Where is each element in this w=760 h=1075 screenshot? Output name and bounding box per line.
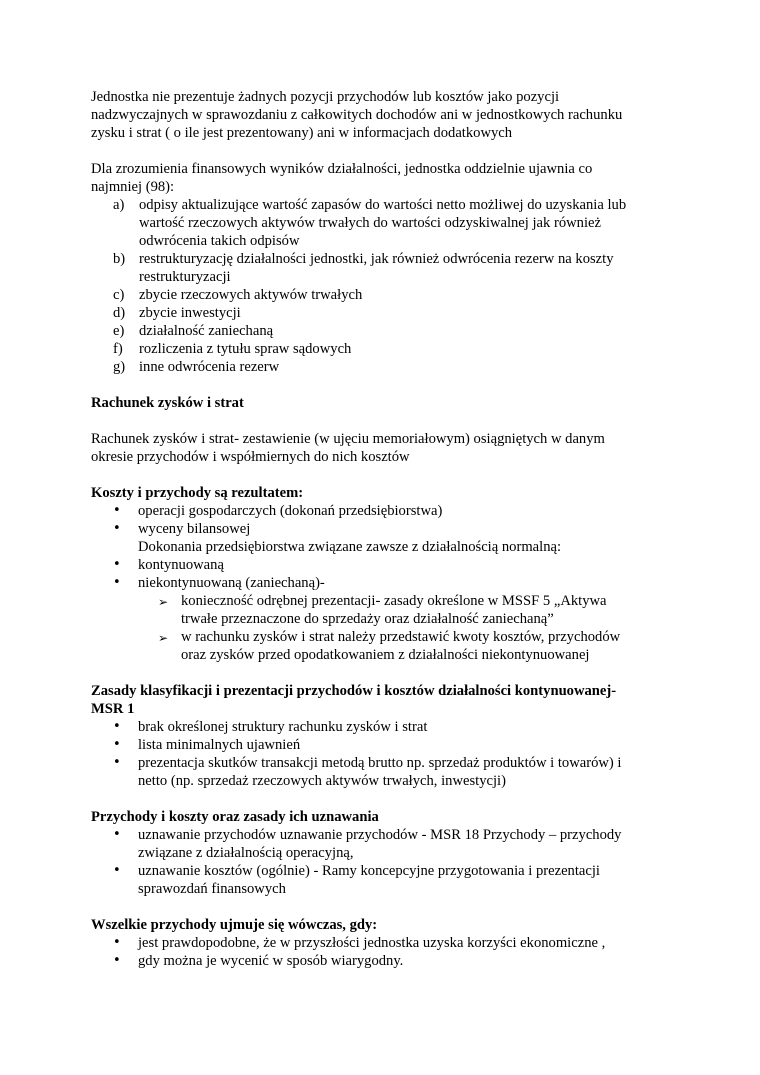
bullet-marker: • [113,503,121,518]
text-line: okresie przychodów i współmiernych do nich kosztów [91,449,410,465]
text-line: uznawanie kosztów (ogólnie) - Ramy koncepcyjne przygotowania i prezentacji [138,863,600,879]
bullet-marker: • [113,719,121,734]
bullet-marker: • [113,935,121,950]
text-line: kontynuowaną [138,557,224,573]
text-line: niekontynuowaną (zaniechaną)- [138,575,325,591]
text-line: prezentacja skutków transakcji metodą brutto np. sprzedaż produktów i towarów) i [138,755,622,771]
bullet-marker: • [113,755,121,770]
text-line: wyceny bilansowej [138,521,251,537]
list-marker: b) [113,251,126,267]
text-line: trwałe przeznaczone do sprzedaży oraz działalność zaniechaną” [181,611,554,627]
text-line: rozliczenia z tytułu spraw sądowych [139,341,352,357]
document-page [91,88,661,970]
text-line: wartość rzeczowych aktywów trwałych do wartości odzyskiwalnej jak również [139,215,601,231]
sub-list-item [91,592,661,628]
koszty-sublist [91,592,661,664]
bullet-marker: • [113,737,121,752]
list-note: Dokonania przedsiębiorstwa związane zawsze z działalnością normalną: [138,539,562,555]
section-heading [91,682,661,718]
text-line: Jednostka nie prezentuje żadnych pozycji przychodów lub kosztów jako pozycji [91,89,560,105]
intro-paragraph [91,88,661,142]
bullet-marker: • [113,827,121,842]
list-item [91,502,661,520]
arrow-bullet-icon: ➢ [158,595,169,609]
list-item [91,520,661,538]
text-line: gdy można je wycenić w sposób wiarygodny. [138,953,404,969]
disclosure-paragraph [91,160,661,196]
text-line: Dla zrozumienia finansowych wyników działalności, jednostka oddzielnie ujawnia co [91,161,593,177]
bullet-marker: • [113,575,121,590]
list-item [91,304,661,322]
list-item [91,286,661,304]
uznawanie-list [91,826,661,898]
text-line: netto (np. sprzedaż rzeczowych aktywów trwałych, inwestycji) [138,773,506,789]
text-line: oraz zysków przed opodatkowaniem z działalności niekontynuowanej [181,647,590,663]
list-item [91,340,661,358]
text-line: zysku i strat ( o ile jest prezentowany) ani w informacjach dodatkowych [91,125,513,141]
text-line: uznawanie przychodów uznawanie przychodów - MSR 18 Przychody – przychody [138,827,622,843]
list-item [91,250,661,286]
list-item [91,862,661,898]
text-line: sprawozdań finansowych [138,881,286,897]
text-line: Rachunek zysków i strat- zestawienie (w ujęciu memoriałowym) osiągniętych w danym [91,431,605,447]
text-line: zbycie rzeczowych aktywów trwałych [139,287,363,303]
text-line: odwrócenia takich odpisów [139,233,300,249]
disclosure-list [91,196,661,376]
list-item [91,826,661,862]
text-line: w rachunku zysków i strat należy przedstawić kwoty kosztów, przychodów [181,629,621,645]
text-line: restrukturyzacji [139,269,231,285]
koszty-list [91,502,661,592]
list-marker: g) [113,359,126,375]
sub-list-item [91,628,661,664]
heading-line: MSR 1 [91,701,135,717]
list-item [91,574,661,592]
arrow-bullet-icon: ➢ [158,631,169,645]
rachunek-paragraph [91,430,661,466]
list-marker: f) [113,341,123,357]
bullet-marker: • [113,557,121,572]
list-marker: c) [113,287,125,303]
text-line: konieczność odrębnej prezentacji- zasady określone w MSSF 5 „Aktywa [181,593,607,609]
list-item [91,196,661,250]
section-heading: Wszelkie przychody ujmuje się wówczas, gdy: [91,917,378,933]
heading-line: Zasady klasyfikacji i prezentacji przychodów i kosztów działalności kontynuowanej- [91,683,617,699]
list-item [91,736,661,754]
list-marker: d) [113,305,126,321]
text-line: restrukturyzację działalności jednostki, jak również odwrócenia rezerw na koszty [139,251,614,267]
text-line: inne odwrócenia rezerw [139,359,280,375]
bullet-marker: • [113,521,121,536]
section-heading: Koszty i przychody są rezultatem: [91,485,304,501]
text-line: operacji gospodarczych (dokonań przedsiębiorstwa) [138,503,443,519]
text-line: jest prawdopodobne, że w przyszłości jednostka uzyska korzyści ekonomiczne , [138,935,606,951]
text-line: lista minimalnych ujawnień [138,737,301,753]
list-marker: e) [113,323,125,339]
section-heading: Rachunek zysków i strat [91,395,244,411]
list-item [91,952,661,970]
text-line: nadzwyczajnych w sprawozdaniu z całkowitych dochodów ani w jednostkowych rachunku [91,107,623,123]
text-line: najmniej (98): [91,179,175,195]
list-item [91,934,661,952]
text-line: związane z działalnością operacyjną, [138,845,354,861]
list-item [91,556,661,574]
section-heading: Przychody i koszty oraz zasady ich uznawania [91,809,379,825]
text-line: działalność zaniechaną [139,323,274,339]
list-item [91,754,661,790]
list-item [91,358,661,376]
bullet-marker: • [113,953,121,968]
wszelkie-list [91,934,661,970]
text-line: zbycie inwestycji [139,305,241,321]
list-marker: a) [113,197,125,213]
text-line: brak określonej struktury rachunku zysków i strat [138,719,428,735]
list-item [91,322,661,340]
list-item [91,718,661,736]
text-line: odpisy aktualizujące wartość zapasów do wartości netto możliwej do uzyskania lub [139,197,627,213]
zasady-list [91,718,661,790]
bullet-marker: • [113,863,121,878]
